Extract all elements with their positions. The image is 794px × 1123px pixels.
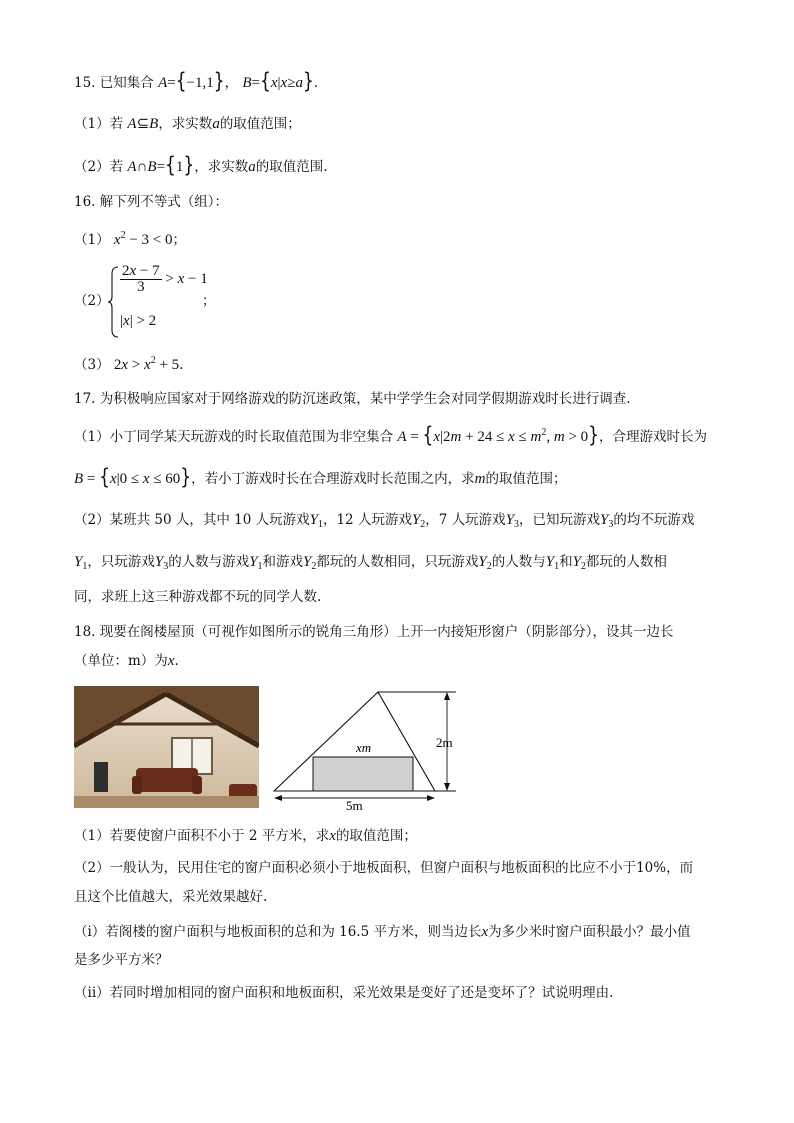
q18-line2 — [74, 654, 179, 669]
q18-line1: 18. 现要在阁楼屋顶（可视作如图所示的锐角三角形）上开一内接矩形窗户（阴影部分），设其一边长 — [74, 624, 674, 640]
q17-line3 — [74, 465, 567, 491]
label-2m: 2m — [436, 735, 453, 750]
q17-line5-e: 的人数与 — [491, 554, 546, 570]
q17-y2b: $Y_2$ — [303, 554, 317, 572]
q16-p2: （2） — [74, 293, 110, 309]
q17-line5-f: 和 — [559, 554, 573, 570]
q17-y1c: $Y_1$ — [249, 554, 263, 572]
q17-line5-d: 都玩的人数相同，只玩游戏 — [316, 554, 479, 570]
q17-y1: $Y_1$ — [309, 512, 323, 530]
q17-line6: 同，求班上这三种游戏都不玩的同学人数. — [74, 589, 322, 605]
q15-subset: A⊆B — [127, 116, 159, 132]
label-5m: 5m — [346, 798, 363, 813]
q15-var-a1: a — [212, 116, 220, 132]
q17-line5-a: ，只玩游戏 — [87, 554, 155, 570]
q18-sub-i-line2: 是多少平方米？ — [74, 952, 169, 968]
q18-sub2-line1: （2）一般认为，民用住宅的窗户面积必须小于地板面积，但窗户面积与地板面积的比应不小于10%，而 — [74, 860, 694, 876]
q18-sub-ii: （ii）若同时增加相同的窗户面积和地板面积，采光效果是变好了还是变坏了？试说明理由. — [74, 985, 614, 1001]
q18-s3-b: 为多少米时窗户面积最小？最小值 — [488, 924, 691, 940]
q17-line3-b: ，若小丁游戏时长在合理游戏时长范围之内，求 — [191, 471, 475, 487]
q15-sub1-prefix: （1）若 — [74, 116, 124, 132]
q16-sub2-semicolon: ； — [202, 293, 216, 309]
q17-line1: 17. 为积极响应国家对于网络游戏的防沉迷政策，某中学学生会对同学假期游戏时长进行调查. — [74, 391, 631, 407]
q15-set-b: B={x|x≥a} — [242, 69, 314, 95]
q17-y2d: $Y_2$ — [572, 554, 586, 572]
q17-line2-b: ，合理游戏时长为 — [598, 429, 707, 445]
q18-sub1 — [74, 829, 417, 844]
attic-photo — [74, 686, 259, 808]
q17-y1d: $Y_1$ — [545, 554, 560, 572]
q16-p3: （3） — [74, 357, 110, 373]
q17-line4-c: ，7 人玩游戏 — [425, 512, 506, 528]
q18-sub-i-line1 — [74, 925, 691, 940]
q17-line4-a: （2）某班共 50 人，其中 10 人玩游戏 — [74, 512, 310, 528]
q16-p1: （1） — [74, 232, 110, 248]
q18-sub2-line2: 且这个比值越大，采光效果越好. — [74, 889, 268, 905]
q15-sub1 — [74, 117, 301, 132]
q15-sub2-prefix: （2）若 — [74, 159, 124, 175]
q17-set-a: $A = \{x|2m + 24 \le x \le m^2$, m > 0} — [397, 423, 599, 449]
q17-y3b: $Y_3$ — [600, 512, 614, 530]
q18-s1-a: （1）若要使窗户面积不小于 2 平方米，求 — [74, 828, 330, 844]
q15-sub1-suffix: ，求实数 — [158, 116, 213, 132]
q17-y3c: $Y_3$ — [154, 554, 169, 572]
q17-line4 — [74, 513, 694, 530]
q17-set-b: B = {x|0 ≤ x ≤ 60} — [74, 465, 192, 491]
q17-line2-a: （1）小丁同学某天玩游戏的时长取值范围为非空集合 — [74, 429, 394, 445]
q16-ineq1: $x^2 - 3 < 0$ — [113, 230, 173, 248]
q16-sub3: （3） $2x > x^2 + 5$. — [74, 355, 184, 373]
q17-line5 — [74, 555, 667, 572]
q17-line5-b: 的人数与游戏 — [168, 554, 250, 570]
q16-system-eq2: |x| > 2 — [120, 313, 157, 329]
q18-line2-a: （单位：m）为 — [74, 653, 168, 669]
q17-y2c: $Y_2$ — [478, 554, 492, 572]
q17-y3: $Y_3$ — [505, 512, 520, 530]
q17-y2: $Y_2$ — [411, 512, 426, 530]
q16-title — [74, 196, 228, 210]
q15-intersection: A∩B={1} — [127, 153, 195, 179]
q17-line5-c: 和游戏 — [262, 554, 304, 570]
q18-var-x: x — [167, 653, 175, 669]
q18-var-x2: x — [329, 828, 336, 844]
q17-line4-d: ，已知玩游戏 — [519, 512, 601, 528]
q17-line5-g: 都玩的人数相 — [585, 554, 667, 570]
q17-var-m: m — [474, 471, 486, 487]
q18-var-x3: x — [481, 924, 489, 940]
q15-set-a: A={−1,1} — [158, 69, 225, 95]
q16-sub1: （1） $x^2 - 3 < 0$； — [74, 230, 186, 248]
q18-s3-a: （i）若阁楼的窗户面积与地板面积的总和为 16.5 平方米，则当边长 — [74, 924, 482, 940]
q17-line4-b: ，12 人玩游戏 — [322, 512, 412, 528]
q16-system-brace — [108, 266, 120, 338]
q18-s1-b: 的取值范围； — [335, 828, 417, 844]
q16-lead: 16. 解下列不等式（组）： — [74, 194, 229, 210]
q18-line2-b: . — [174, 653, 179, 669]
q15-lead: 15. 已知集合 — [74, 75, 154, 91]
q17-line3-c: 的取值范围； — [485, 471, 567, 487]
q15-sub2-end: 的取值范围. — [255, 159, 328, 175]
attic-triangle-figure — [270, 686, 470, 816]
q16-system-eq1: $\frac{2x - 7}{3}$ > x − 1 — [122, 263, 208, 295]
q17-line4-e: 的均不玩游戏 — [613, 512, 695, 528]
q15-sub2 — [74, 153, 328, 179]
q15-sub1-end: 的取值范围； — [219, 116, 301, 132]
q15-title: 15. 已知集合 A={−1,1}， B={x|x≥a}. — [74, 69, 319, 95]
q16-ineq3: $2x > x^2 + 5$ — [113, 355, 180, 373]
q15-var-a2: a — [248, 159, 256, 175]
label-xm: xm — [356, 740, 372, 755]
q17-y1b: $Y_1$ — [74, 554, 88, 572]
window-rectangle — [313, 757, 413, 791]
q15-sub2-suffix: ，求实数 — [194, 159, 249, 175]
q17-line2 — [74, 423, 707, 449]
